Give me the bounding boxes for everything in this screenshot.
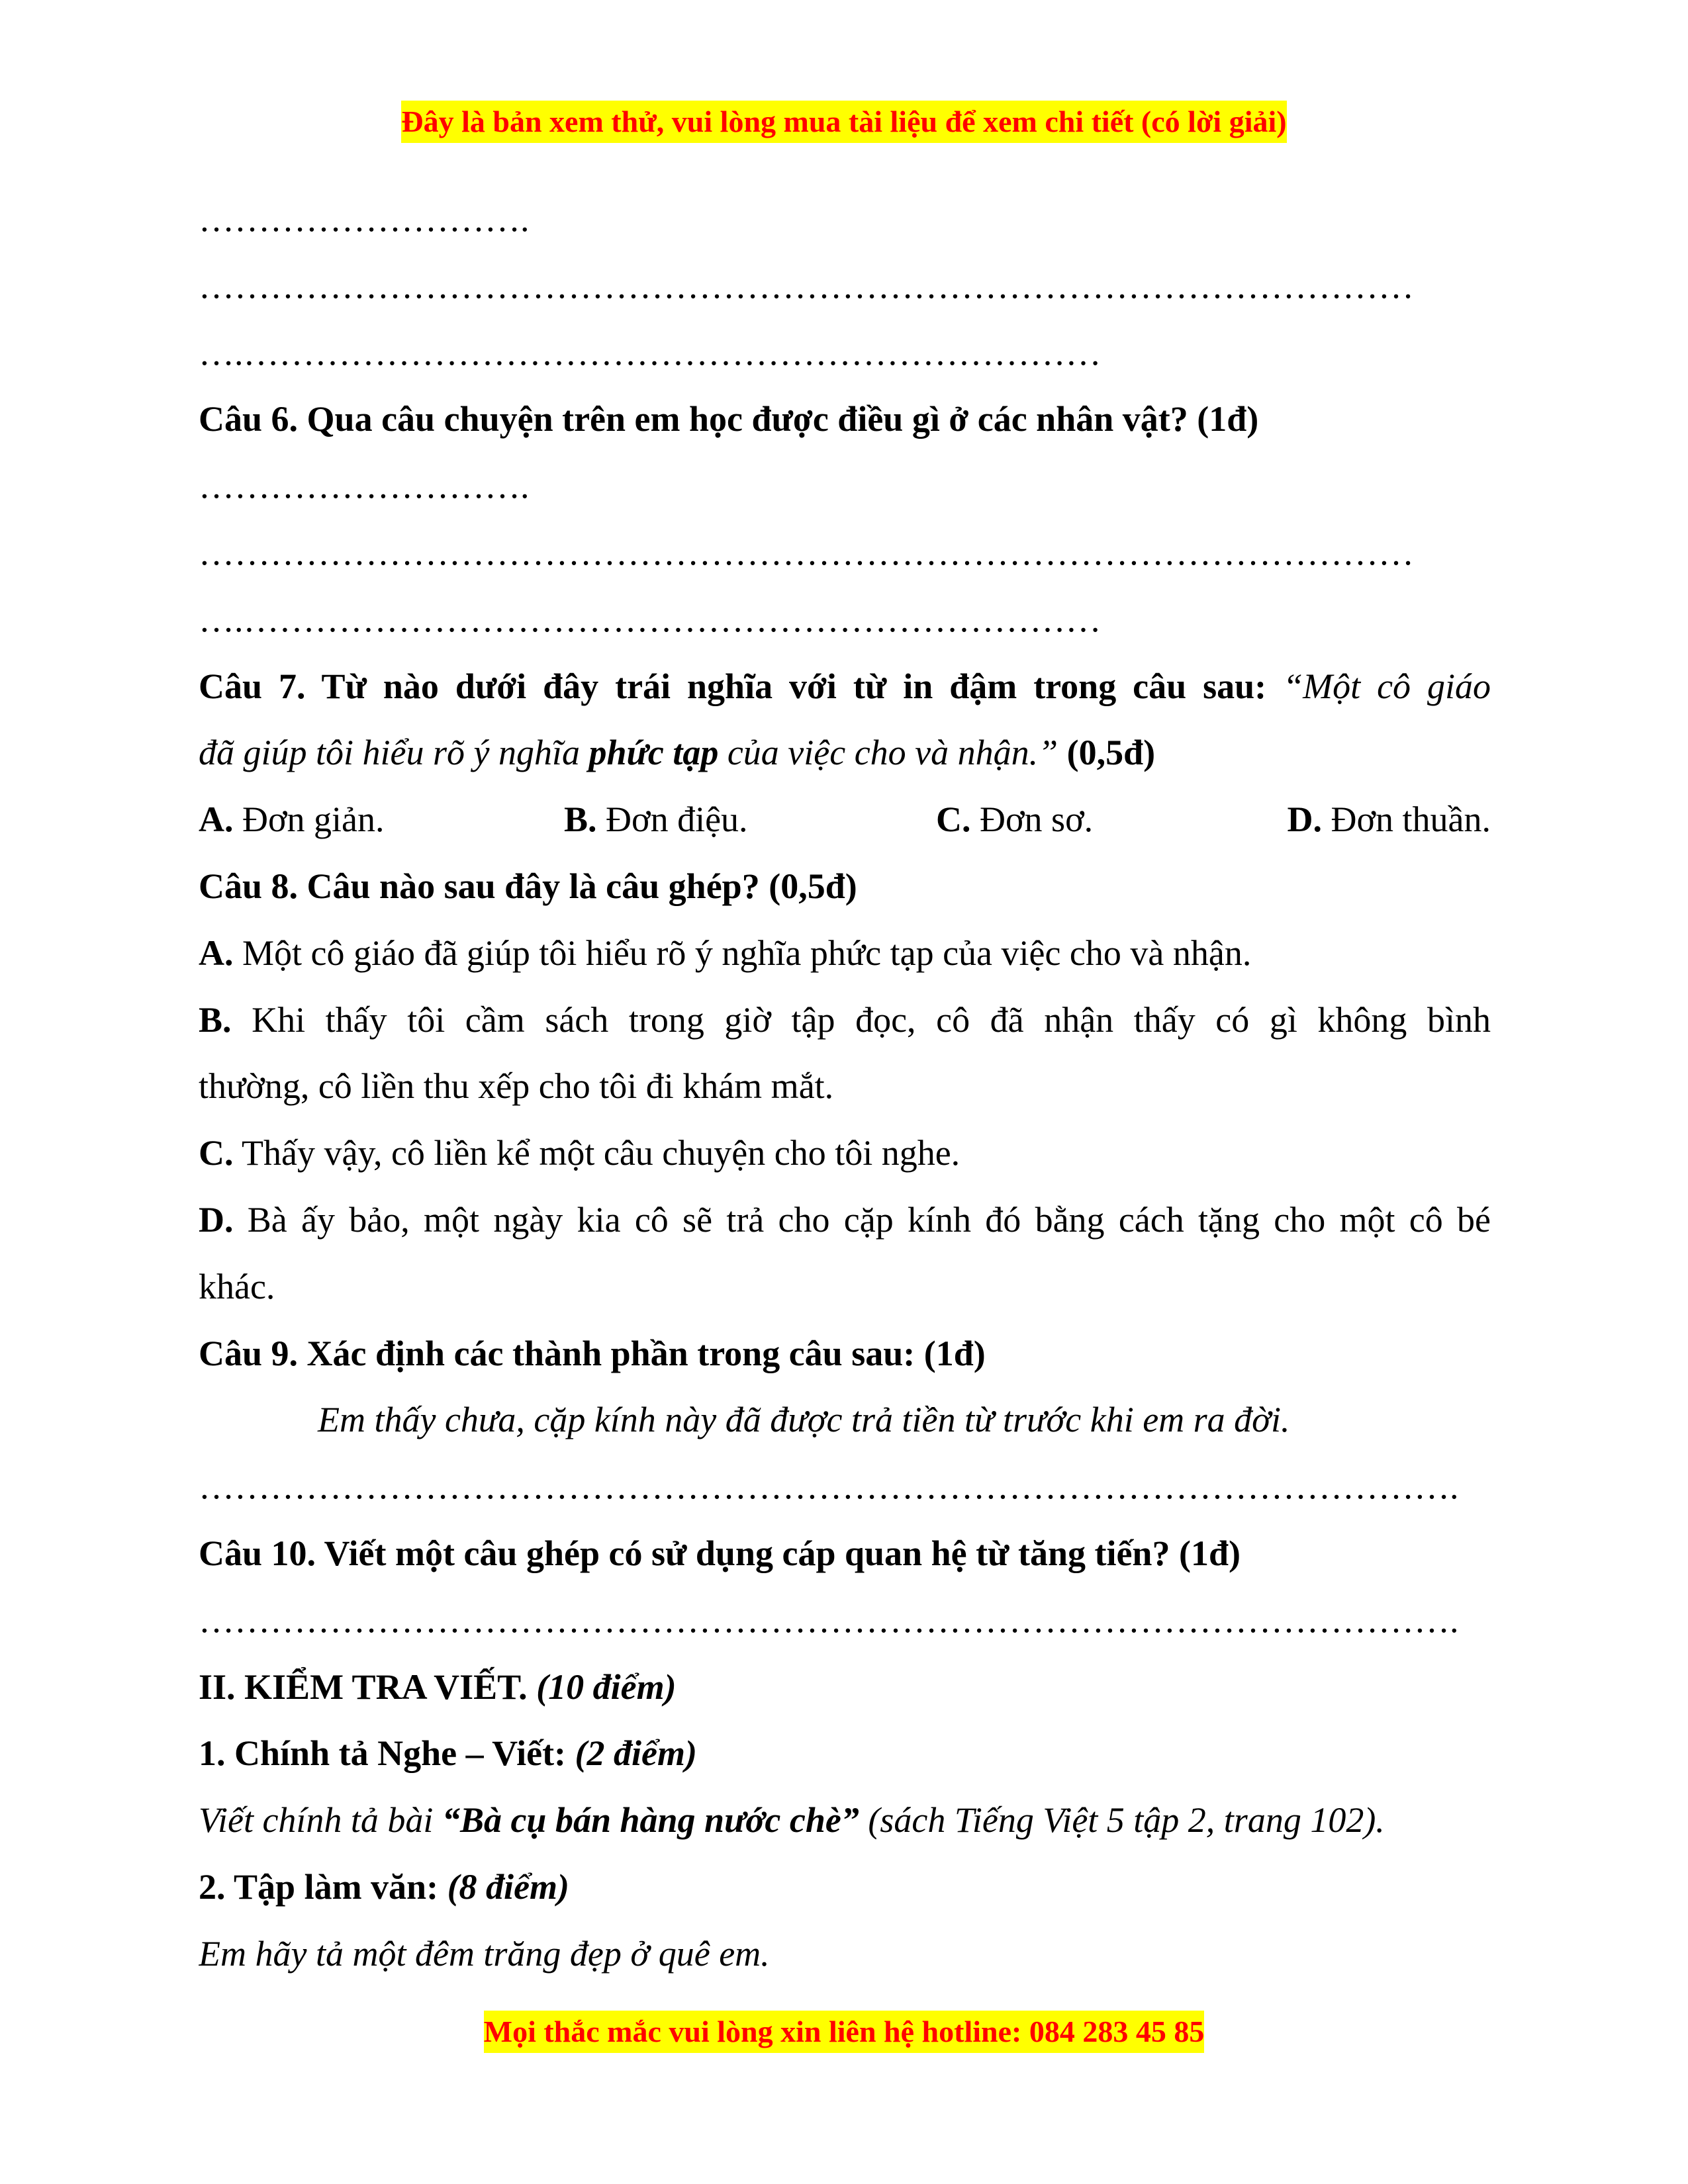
option-text: Khi thấy tôi cầm sách trong giờ tập đọc, cô đã nhận thấy có gì không bình	[252, 999, 1491, 1040]
hotline-banner	[0, 2011, 1688, 2053]
question-10: Câu 10. Viết một câu ghép có sử dụng cáp quan hệ từ tăng tiến? (1đ)	[199, 1533, 1241, 1573]
section-2-points: (10 điểm)	[536, 1666, 677, 1707]
option-text: Đơn điệu.	[606, 799, 748, 840]
part-1-title: 1. Chính tả Nghe – Viết:	[199, 1733, 567, 1774]
question-7-points: (0,5đ)	[1066, 733, 1156, 773]
preview-notice-banner	[0, 101, 1688, 143]
question-7-continued	[199, 719, 1491, 786]
answer-line: ……………………….	[199, 466, 530, 506]
part-1-instruction	[199, 1787, 1491, 1854]
option-d-continued: khác.	[199, 1266, 275, 1306]
part-2-prompt: Em hãy tả một đêm trăng đẹp ở quê em.	[199, 1933, 770, 1974]
option-c	[199, 1120, 1491, 1187]
part-1-points: (2 điểm)	[575, 1733, 697, 1774]
question-7	[199, 653, 1491, 720]
section-2-heading	[199, 1654, 1491, 1721]
option-d	[1268, 786, 1491, 853]
option-letter: B.	[199, 999, 232, 1040]
question-8: Câu 8. Câu nào sau đây là câu ghép? (0,5đ)	[199, 866, 857, 906]
answer-line: …………………………………………………………………………………………….	[199, 1600, 1459, 1640]
answer-line: ……………………….	[199, 199, 530, 239]
part-2-title: 2. Tập làm văn:	[199, 1866, 439, 1907]
option-letter: D.	[1287, 799, 1322, 840]
question-7-bold-word: phức tạp	[588, 733, 719, 773]
option-text: Đơn giản.	[242, 799, 385, 840]
option-a	[199, 786, 564, 853]
part-1-text-start: Viết chính tả bài	[199, 1800, 434, 1841]
part-1-source: (sách Tiếng Việt 5 tập 2, trang 102).	[868, 1800, 1385, 1841]
option-letter: D.	[199, 1199, 234, 1240]
option-a	[199, 920, 1491, 987]
option-text: Đơn sơ.	[980, 799, 1094, 840]
hotline-text: Mọi thắc mắc vui lòng xin liên hệ hotline: 084 283 45 85	[484, 2011, 1205, 2053]
option-letter: B.	[564, 799, 597, 840]
part-1-heading	[199, 1720, 1491, 1787]
option-c	[936, 786, 1268, 853]
question-7-prompt: Câu 7. Từ nào dưới đây trái nghĩa với từ in đậm trong câu sau:	[199, 666, 1267, 706]
option-text: Thấy vậy, cô liền kể một câu chuyện cho tôi nghe.	[242, 1133, 961, 1173]
question-9: Câu 9. Xác định các thành phần trong câu sau: (1đ)	[199, 1333, 986, 1373]
question-7-quote-start: “Một cô giáo	[1283, 666, 1491, 706]
option-letter: A.	[199, 933, 234, 973]
answer-line: ….………………………………………………………………	[199, 599, 1102, 639]
section-2-title: II. KIỂM TRA VIẾT.	[199, 1666, 528, 1707]
part-2-points: (8 điểm)	[447, 1866, 570, 1907]
question-6: Câu 6. Qua câu chuyện trên em học được điều gì ở các nhân vật? (1đ)	[199, 399, 1259, 439]
option-b	[564, 786, 936, 853]
question-7-quote-end: của việc cho và nhận.”	[727, 733, 1058, 773]
option-b	[199, 987, 1491, 1054]
answer-line: ….………………………………………………………………	[199, 332, 1102, 373]
option-b-continued: thường, cô liền thu xếp cho tôi đi khám mắt.	[199, 1066, 834, 1107]
option-text: Một cô giáo đã giúp tôi hiểu rõ ý nghĩa phức tạp của việc cho và nhận.	[242, 933, 1252, 973]
part-1-lesson-title: “Bà cụ bán hàng nước chè”	[442, 1800, 859, 1841]
option-letter: C.	[199, 1133, 234, 1173]
question-7-quote: đã giúp tôi hiểu rõ ý nghĩa	[199, 733, 580, 773]
option-d	[199, 1187, 1491, 1253]
question-9-sentence: Em thấy chưa, cặp kính này đã được trả tiền từ trước khi em ra đời.	[318, 1400, 1290, 1440]
option-text: Bà ấy bảo, một ngày kia cô sẽ trả cho cặp kính đó bằng cách tặng cho một cô bé	[247, 1199, 1491, 1240]
answer-line: …………………………………………………………………………………………	[199, 532, 1414, 572]
option-letter: C.	[936, 799, 971, 840]
part-2-heading	[199, 1854, 1491, 1921]
option-text: Đơn thuần.	[1331, 799, 1491, 840]
preview-notice-text: Đây là bản xem thử, vui lòng mua tài liệu để xem chi tiết (có lời giải)	[401, 101, 1286, 143]
answer-line: …………………………………………………………………………………………….	[199, 1467, 1459, 1507]
document-body	[199, 186, 1491, 1987]
answer-line: …………………………………………………………………………………………	[199, 265, 1414, 306]
question-7-options	[199, 786, 1491, 853]
option-letter: A.	[199, 799, 234, 840]
